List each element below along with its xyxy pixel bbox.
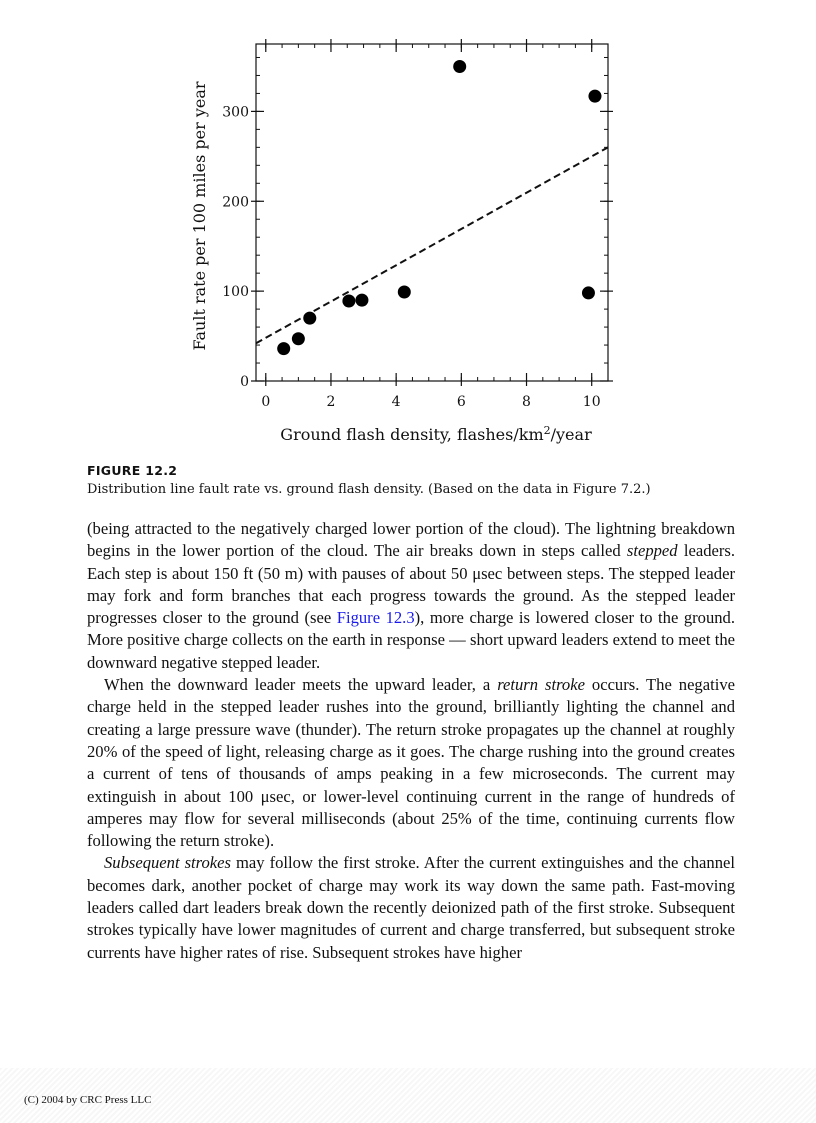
figure-label: FIGURE 12.2 [87, 463, 178, 478]
y-tick-label: 300 [222, 104, 249, 121]
copyright-footer: (C) 2004 by CRC Press LLC [24, 1094, 152, 1106]
x-tick-label: 0 [261, 394, 271, 410]
paragraph: Subsequent strokes may follow the first stroke. After the current extinguishes and the channel becomes dark, another pocket of charge may work its way down the same path. Fast-moving leaders called dart leaders break down the recently deionized path of the first stroke. Subsequent strokes typically have lower magnitudes of current and charge transferred, but subsequent stroke currents have higher rates of rise. Subsequent strokes have higher [87, 853, 735, 962]
minor-tick-marks [256, 44, 608, 381]
x-tick-label: 2 [326, 394, 336, 410]
y-axis-label: Fault rate per 100 miles per year [190, 81, 209, 351]
data-point [292, 332, 305, 345]
x-tick-label: 8 [522, 394, 531, 410]
major-tick-marks [251, 39, 613, 386]
y-tick-label: 100 [222, 284, 249, 301]
data-point [453, 60, 466, 73]
body-text [87, 518, 735, 964]
y-tick-labels [222, 104, 249, 390]
fault-rate-scatter-chart [0, 0, 816, 450]
data-point [277, 342, 290, 355]
paragraph: (being attracted to the negatively charged lower portion of the cloud). The lightning breakdown begins in the lower portion of the cloud. The air breaks down in steps called stepped leaders. Each step is about 150 ft (50 m) with pauses of about 50 μsec between steps. The stepped leader may fork and form branches that each progress towards the ground. As the stepped leader progresses closer to the ground (see Figure 12.3), more charge is lowered closer to the ground. More positive charge collects on the earth in response — short upward leaders extend to meet the downward negative stepped leader. [87, 519, 735, 672]
data-point [588, 90, 601, 103]
figure-caption: Distribution line fault rate vs. ground flash density. (Based on the data in Figure 7.2.) [87, 482, 651, 497]
x-tick-labels [261, 394, 600, 410]
data-point [355, 294, 368, 307]
data-points [277, 60, 601, 355]
data-point [398, 286, 411, 299]
x-axis-label: Ground flash density, flashes/$km^2$/year [280, 424, 592, 444]
x-tick-label: 10 [582, 394, 601, 410]
data-point [342, 295, 355, 308]
x-tick-label: 4 [391, 394, 401, 410]
data-point [303, 312, 316, 325]
plot-frame [256, 44, 608, 381]
paragraph: When the downward leader meets the upward leader, a return stroke occurs. The negative charge held in the stepped leader rushes into the ground, brilliantly lighting the channel and creating a large pressure wave (thunder). The return stroke propagates up the channel at roughly 20% of the speed of light, releasing charge as it goes. The charge rushing into the ground creates a current of tens of thousands of amps peaking in a few microseconds. The current may extinguish in about 100 μsec, or lower-level continuing current in the range of hundreds of amperes may flow for several milliseconds (about 25% of the time, continuing currents flow following the return stroke). [87, 675, 735, 851]
x-tick-label: 6 [456, 394, 466, 410]
figure-link[interactable]: Figure 12.3 [336, 608, 415, 628]
data-point [582, 286, 595, 299]
y-tick-label: 0 [240, 374, 249, 390]
y-tick-label: 200 [222, 194, 249, 211]
